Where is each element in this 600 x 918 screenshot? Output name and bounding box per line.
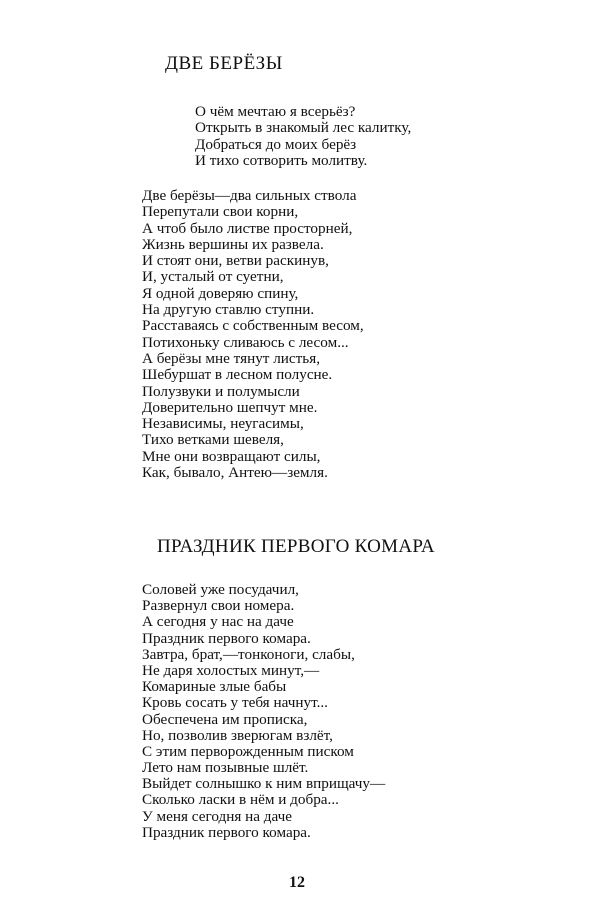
epigraph-stanza xyxy=(195,104,411,169)
poem-line: Добраться до моих берёз xyxy=(195,135,357,153)
poem-line: На другую ставлю ступни. xyxy=(142,301,315,319)
poem-line: Обеспечена им прописка, xyxy=(142,710,308,728)
poem-line: А берёзы мне тянут листья, xyxy=(142,349,321,367)
poem-line: Сколько ласки в нём и добра... xyxy=(142,791,339,809)
poem-line: Кровь сосать у тебя начнут... xyxy=(142,694,328,712)
poem-body xyxy=(142,188,364,481)
poem-line: Расставаясь с собственным весом, xyxy=(142,317,364,335)
poem-body xyxy=(142,582,385,841)
poem-line: Комариные злые бабы xyxy=(142,678,287,696)
poem-line: Тихо ветками шевеля, xyxy=(142,431,284,449)
poem-line: У меня сегодня на даче xyxy=(142,807,293,825)
poem-line: Перепутали свои корни, xyxy=(142,203,299,221)
poem-line: И, усталый от суетни, xyxy=(142,268,284,286)
poem-title: ДВЕ БЕРЁЗЫ xyxy=(165,53,283,74)
poem-line: О чём мечтаю я всерьёз? xyxy=(195,103,356,120)
poem-line: Шебуршат в лесном полусне. xyxy=(142,366,333,384)
poem-line: А сегодня у нас на даче xyxy=(142,613,294,631)
poem-line: С этим перворожденным писком xyxy=(142,742,354,760)
poem-line: И стоят они, ветви раскинув, xyxy=(142,252,329,270)
poem-line: И тихо сотворить молитву. xyxy=(195,151,368,169)
poem-line: Не даря холостых минут,— xyxy=(142,661,320,679)
poem-line: Как, бывало, Антею—земля. xyxy=(142,464,328,482)
poem-line: Жизнь вершины их развела. xyxy=(142,235,324,253)
poem-line: Праздник первого комара. xyxy=(142,629,311,647)
poem-line: Я одной доверяю спину, xyxy=(142,284,299,302)
poem-line: Независимы, неугасимы, xyxy=(142,415,304,433)
poem-line: Завтра, брат,—тонконоги, слабы, xyxy=(142,645,355,663)
poem-title: ПРАЗДНИК ПЕРВОГО КОМАРА xyxy=(157,536,435,557)
poem-line: Открыть в знакомый лес калитку, xyxy=(195,119,412,137)
poem-line: А чтоб было листве просторней, xyxy=(142,219,353,237)
poem-line: Доверительно шепчут мне. xyxy=(142,398,318,416)
poem-line: Соловей уже посудачил, xyxy=(142,581,299,598)
poem-line: Но, позволив зверюгам взлёт, xyxy=(142,726,333,744)
poem-line: Полузвуки и полумысли xyxy=(142,382,300,400)
poem-line: Развернул свои номера. xyxy=(142,597,295,615)
poem-line: Две берёзы—два сильных ствола xyxy=(142,187,357,204)
poem-line: Потихоньку сливаюсь с лесом... xyxy=(142,333,349,351)
poem-line: Лето нам позывные шлёт. xyxy=(142,759,309,777)
page-number: 12 xyxy=(289,874,305,891)
poem-line: Выйдет солнышко к ним вприщачу— xyxy=(142,775,386,793)
poem-line: Праздник первого комара. xyxy=(142,823,311,841)
poem-line: Мне они возвращают силы, xyxy=(142,447,321,465)
